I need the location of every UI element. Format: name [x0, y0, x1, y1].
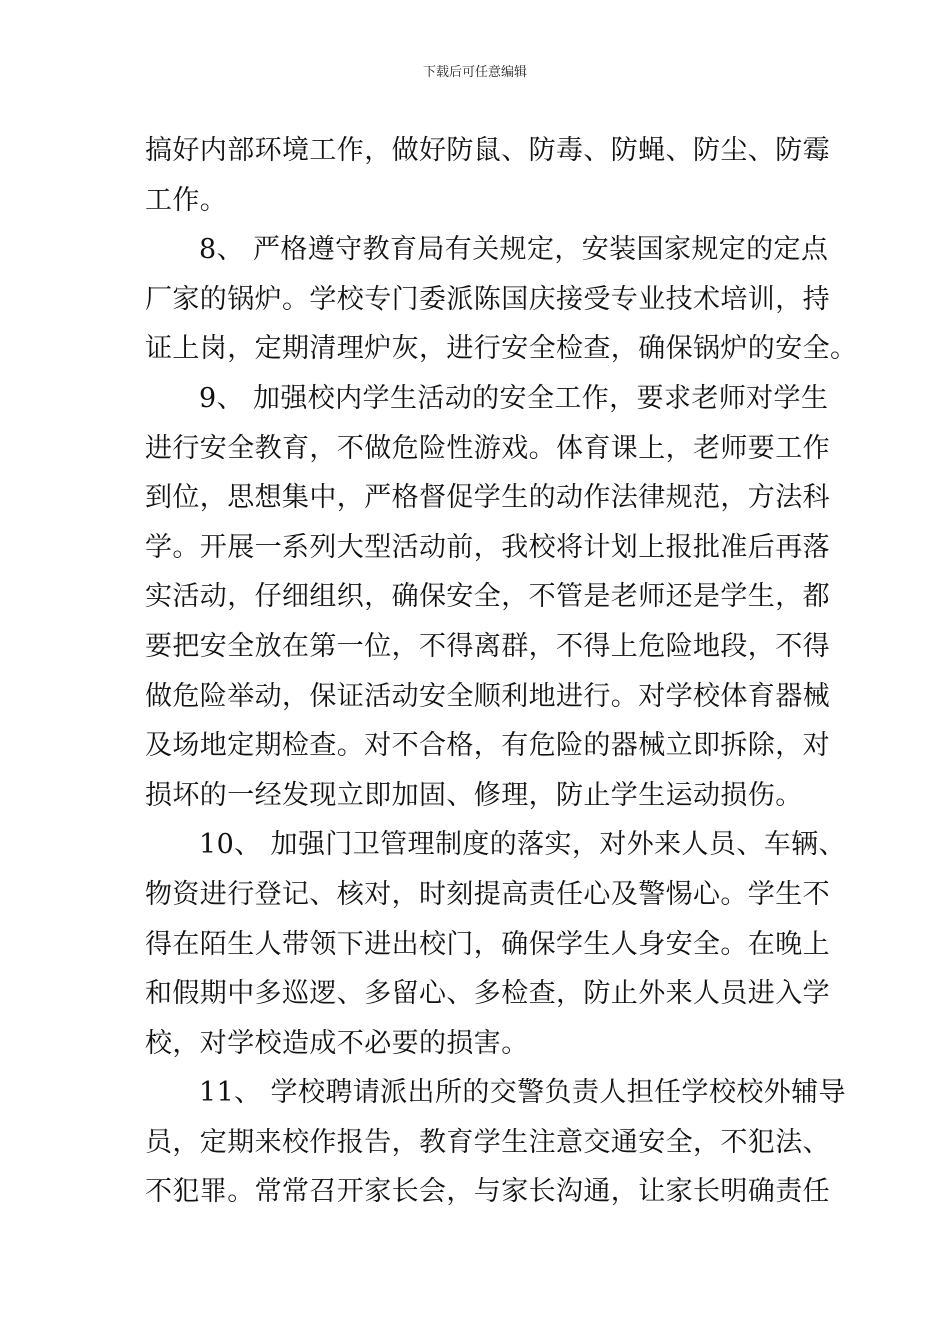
- text-line: 搞好内部环境工作，做好防鼠、防毒、防蝇、防尘、防霉: [145, 135, 830, 166]
- text-line: 员，定期来校作报告，教育学生注意交通安全，不犯法、: [145, 1126, 830, 1158]
- text-line: 证上岗，定期清理炉灰，进行安全检查，确保锅炉的安全。: [145, 333, 858, 365]
- page-header-note: 下载后可任意编辑: [422, 65, 527, 80]
- text-line: 和假期中多巡逻、多留心、多检查，防止外来人员进入学: [145, 978, 830, 1010]
- text-line: 学。开展一系列大型活动前，我校将计划上报批准后再落: [145, 531, 830, 563]
- text-line: 物资进行登记、核对，时刻提高责任心及警惕心。学生不: [145, 878, 830, 910]
- text-line: 进行安全教育，不做危险性游戏。体育课上，老师要工作: [145, 432, 830, 464]
- text-line: 工作。: [145, 184, 228, 216]
- text-line: 得在陌生人带领下进出校门，确保学生人身安全。在晚上: [145, 928, 830, 960]
- paragraph-start-line: 8、 严格遵守教育局有关规定，安装国家规定的定点: [199, 234, 829, 266]
- text-line: 校，对学校造成不必要的损害。: [145, 1027, 529, 1059]
- text-line: 损坏的一经发现立即加固、修理，防止学生运动损伤。: [145, 779, 803, 811]
- paragraph-start-line: 9、 加强校内学生活动的安全工作，要求老师对学生: [199, 382, 829, 414]
- text-line: 及场地定期检查。对不合格，有危险的器械立即拆除，对: [145, 730, 830, 762]
- paragraph-start-line: 10、 加强门卫管理制度的落实，对外来人员、车辆、: [199, 829, 846, 861]
- text-line: 厂家的锅炉。学校专门委派陈国庆接受专业技术培训，持: [145, 283, 830, 315]
- text-line: 做危险举动，保证活动安全顺利地进行。对学校体育器械: [145, 680, 830, 712]
- text-line: 到位，思想集中，严格督促学生的动作法律规范，方法科: [145, 482, 830, 514]
- text-line: 不犯罪。常常召开家长会，与家长沟通，让家长明确责任: [145, 1176, 830, 1208]
- text-line: 要把安全放在第一位，不得离群，不得上危险地段，不得: [145, 630, 830, 662]
- paragraph-start-line: 11、 学校聘请派出所的交警负责人担任学校校外辅导: [199, 1077, 846, 1109]
- document-body: [145, 126, 858, 1217]
- text-line: 实活动，仔细组织，确保安全，不管是老师还是学生，都: [145, 581, 830, 613]
